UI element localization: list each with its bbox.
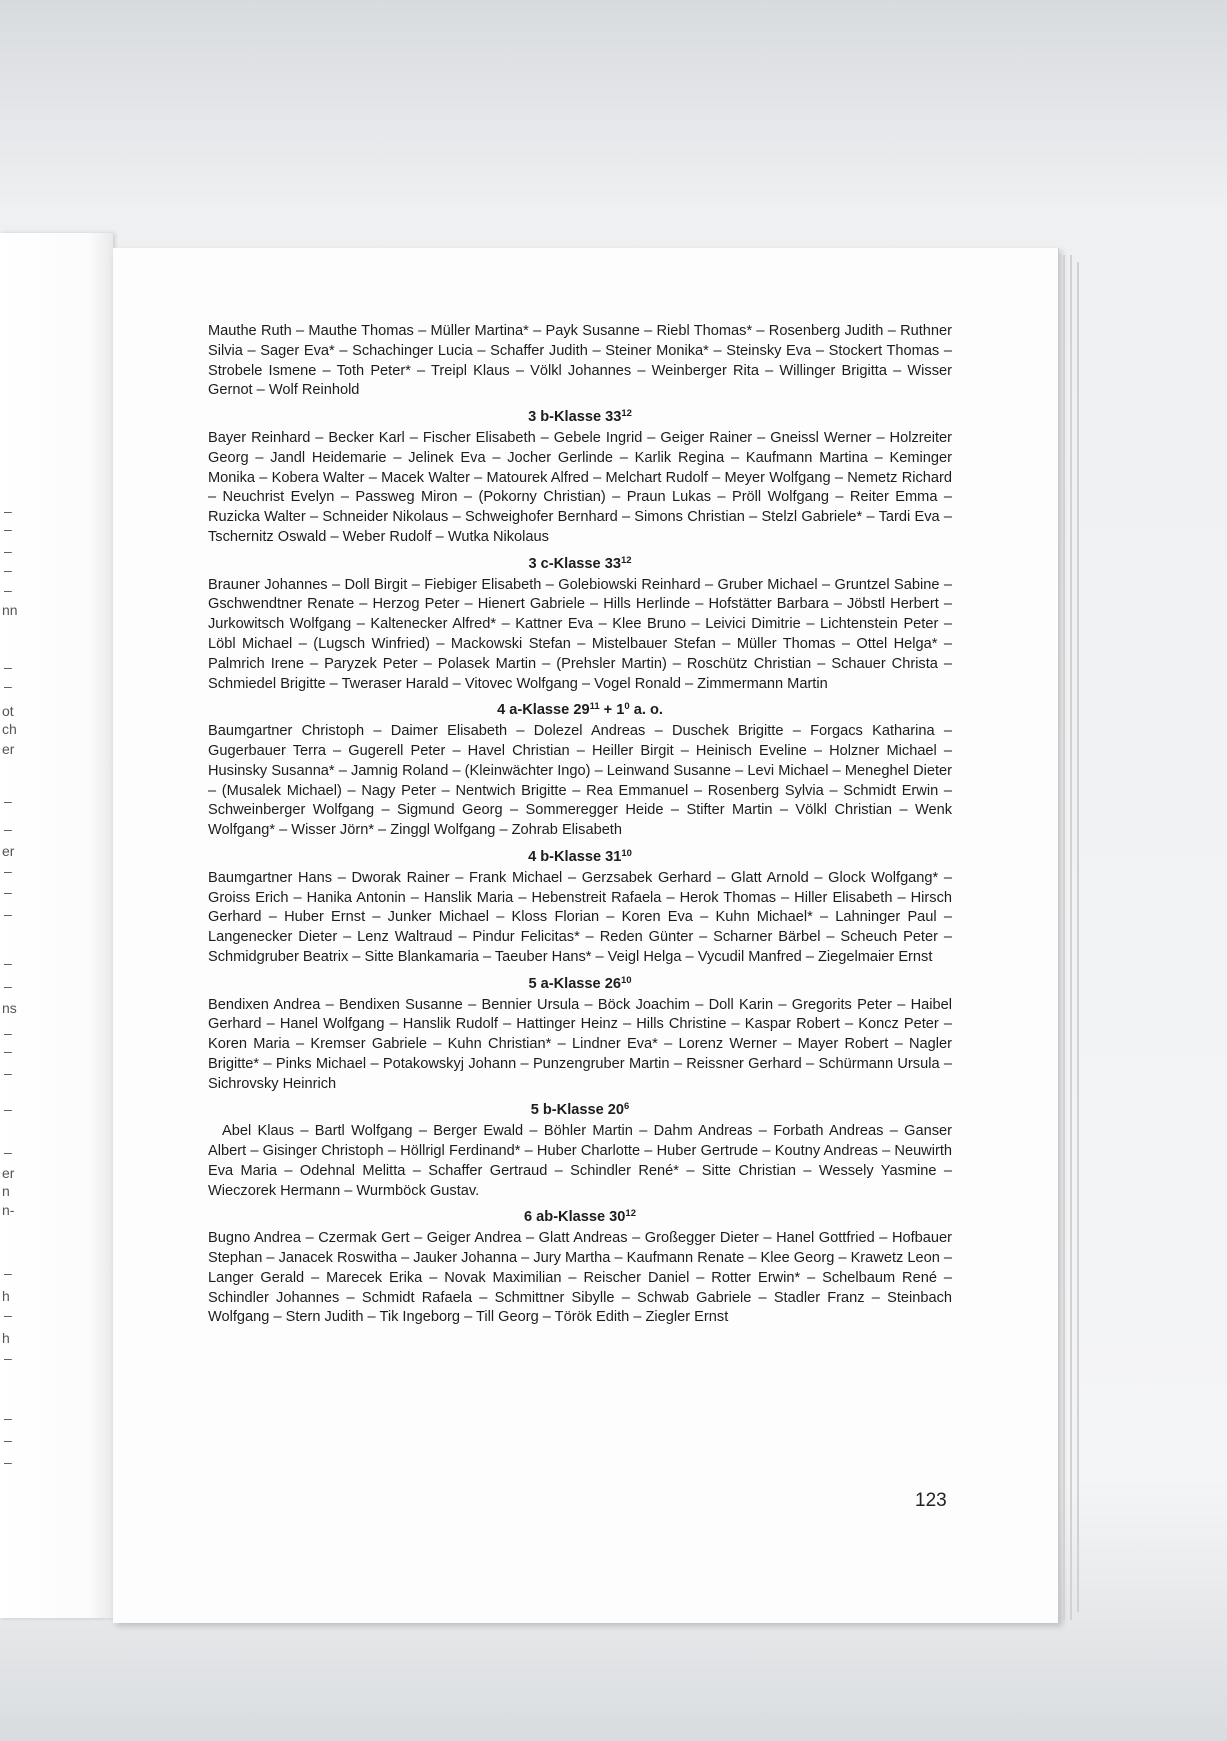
class-names: Mauthe Ruth – Mauthe Thomas – Müller Martina* – Payk Susanne – Riebl Thomas* – Rosenberg Judith – Ruthner Silvia – Sager Eva* – Schachinger Lucia – Schaffer Judith – Steiner Monika* – Steinsky Eva – Stockert Thomas – Strobele Ismene – Toth Peter* – Treipl Klaus – Völkl Johannes – Weinberger Rita – Willinger Brigitta – Wisser Gernot – Wolf Reinhold xyxy=(208,323,952,399)
page-edge-line xyxy=(1063,255,1065,1620)
class-names: Bugno Andrea – Czermak Gert – Geiger Andrea – Glatt Andreas – Großegger Dieter – Hanel Gottfried – Hofbauer Stephan – Janacek Roswitha – Jauker Johanna – Jury Martha – Kaufmann Renate – Klee Georg – Krawetz Leon – Langer Gerald – Marecek Erika – Novak Maximilian – Reischer Daniel – Rotter Erwin* – Schelbaum René – Schindler Johannes – Schmidt Rafaela – Schmittner Sibylle – Schwab Gabriele – Stadler Franz – Steinbach Wolfgang – Stern Judith – Tik Ingeborg – Till Georg – Török Edith – Ziegler Ernst xyxy=(208,1230,952,1326)
page-edge-line xyxy=(1070,255,1072,1620)
left-page-text-fragment: – xyxy=(4,503,12,519)
left-page-text-fragment: – xyxy=(4,1144,12,1160)
left-page-text-fragment: – xyxy=(4,1432,12,1448)
left-page-text-fragment: ns xyxy=(2,1000,17,1016)
page-edge-line xyxy=(1077,262,1079,1612)
class-names: Brauner Johannes – Doll Birgit – Fiebiger Elisabeth – Golebiowski Reinhard – Gruber Michael – Gruntzel Sabine – Gschwendtner Renate – Herzog Peter – Hienert Gabriele – Hills Herlinde – Hofstätter Barbara – Jöbstl Herbert – Jurkowitsch Wolfgang – Kaltenecker Alfred* – Kattner Eva – Klee Bruno – Leivici Dimitrie – Lichtenstein Peter – Löbl Michael – (Lugsch Winfried) – Mackowski Stefan – Mistelbauer Stefan – Müller Thomas – Ottel Helga* – Palmrich Irene – Paryzek Peter – Polasek Martin – (Prehsler Martin) – Roschütz Christian – Schauer Christa – Schmiedel Brigitte – Tweraser Harald – Vitovec Wolfgang – Vogel Ronald – Zimmermann Martin xyxy=(208,576,952,692)
left-page-text-fragment: – xyxy=(4,884,12,900)
class-heading: 5 a-Klasse $26^{10}$ xyxy=(528,974,632,992)
left-page-text-fragment: – xyxy=(4,678,12,694)
class-heading: 3 b-Klasse $33^{12}$ xyxy=(528,408,632,426)
left-page-text-fragment: er xyxy=(2,843,15,859)
left-page-text-fragment: – xyxy=(4,521,12,537)
class-names: Abel Klaus – Bartl Wolfgang – Berger Ewald – Böhler Martin – Dahm Andreas – Forbath Andreas – Ganser Albert – Gisinger Christoph – Höllrigl Ferdinand* – Huber Charlotte – Huber Gertrude – Koutny Andreas – Neuwirth Eva Maria – Odehnal Melitta – Schaffer Gertraud – Schindler René* – Sitte Christian – Wessely Yasmine – Wieczorek Hermann – Wurmböck Gustav. xyxy=(208,1123,952,1199)
page-number: 123 xyxy=(915,1490,947,1511)
left-page-text-fragment: – xyxy=(4,906,12,922)
left-page-edge xyxy=(0,233,113,1618)
left-page-text-fragment: – xyxy=(4,1350,12,1366)
left-page-text-fragment: – xyxy=(4,1025,12,1041)
left-page-text-fragment: er xyxy=(2,741,15,757)
left-page-text-fragment: ch xyxy=(2,721,17,737)
left-page-text-fragment: – xyxy=(4,955,12,971)
left-page-text-fragment: – xyxy=(4,1101,12,1117)
left-page-text-fragment: n xyxy=(2,1183,10,1199)
left-page-text-fragment: – xyxy=(4,1065,12,1081)
left-page-text-fragment: n- xyxy=(2,1202,15,1218)
left-page-text-fragment: ot xyxy=(2,703,14,719)
class-heading: 3 c-Klasse $33^{12}$ xyxy=(528,554,632,572)
class-heading: 5 b-Klasse $20^6$ xyxy=(530,1101,630,1119)
class-heading: 4 a-Klasse $29^{11} + 1^0$ a. o. xyxy=(497,701,663,719)
left-page-text-fragment: – xyxy=(4,821,12,837)
left-page-text-fragment: – xyxy=(4,582,12,598)
left-page-text-fragment: – xyxy=(4,1410,12,1426)
class-names: Baumgartner Hans – Dworak Rainer – Frank Michael – Gerzsabek Gerhard – Glatt Arnold – Glock Wolfgang* – Groiss Erich – Hanika Antonin – Hanslik Maria – Hebenstreit Rafaela – Herok Thomas – Hiller Elisabeth – Hirsch Gerhard – Huber Ernst – Junker Michael – Kloss Florian – Koren Eva – Kuhn Michael* – Lahninger Paul – Langenecker Dieter – Lenz Waltraud – Pindur Felicitas* – Reden Günter – Scharner Bärbel – Scheuch Peter – Schmidgruber Beatrix – Sitte Blankamaria – Taeuber Hans* – Veigl Helga – Vycudil Manfred – Ziegelmaier Ernst xyxy=(208,869,952,965)
left-page-text-fragment: – xyxy=(4,978,12,994)
left-page-text-fragment: – xyxy=(4,562,12,578)
left-page-text-fragment: – xyxy=(4,1454,12,1470)
left-page-text-fragment: h xyxy=(2,1330,10,1346)
left-page-text-fragment: – xyxy=(4,659,12,675)
left-page-text-fragment: – xyxy=(4,863,12,879)
left-page-text-fragment: – xyxy=(4,543,12,559)
left-page-text-fragment: nn xyxy=(2,602,18,618)
left-page-text-fragment: – xyxy=(4,1043,12,1059)
left-page-text-fragment: – xyxy=(4,1265,12,1281)
left-page-text-fragment: er xyxy=(2,1165,15,1181)
left-page-text-fragment: h xyxy=(2,1288,10,1304)
left-page-text-fragment: – xyxy=(4,793,12,809)
left-page-text-fragment: – xyxy=(4,1307,12,1323)
class-list xyxy=(208,322,952,1328)
class-names: Baumgartner Christoph – Daimer Elisabeth – Dolezel Andreas – Duschek Brigitte – Forgacs Katharina – Gugerbauer Terra – Gugerell Peter – Havel Christian – Heiller Birgit – Heinisch Eveline – Holzner Michael – Husinsky Susanna* – Jamnig Roland – (Kleinwächter Ingo) – Leinwand Susanne – Levi Michael – Meneghel Dieter – (Musalek Michael) – Nagy Peter – Nentwich Brigitte – Rea Emmanuel – Rosenberg Sylvia – Schmidt Erwin – Schweinberger Wolfgang – Sigmund Georg – Sommeregger Heide – Stifter Martin – Völkl Christian – Wenk Wolfgang* – Wisser Jörn* – Zinggl Wolfgang – Zohrab Elisabeth xyxy=(208,723,952,839)
class-names: Bendixen Andrea – Bendixen Susanne – Bennier Ursula – Böck Joachim – Doll Karin – Gregorits Peter – Haibel Gerhard – Hanel Wolfgang – Hanslik Rudolf – Hattinger Heinz – Hills Christine – Kaspar Robert – Koncz Peter – Koren Maria – Kremser Gabriele – Kuhn Christian* – Lindner Eva* – Lorenz Werner – Mayer Robert – Nagler Brigitte* – Pinks Michael – Potakowskyj Johann – Punzengruber Martin – Reissner Gerhard – Schürmann Ursula – Sichrovsky Heinrich xyxy=(208,996,952,1092)
class-heading: 4 b-Klasse $31^{10}$ xyxy=(528,847,632,865)
class-names: Bayer Reinhard – Becker Karl – Fischer Elisabeth – Gebele Ingrid – Geiger Rainer – Gneissl Werner – Holzreiter Georg – Jandl Heidemarie – Jelinek Eva – Jocher Gerlinde – Karlik Regina – Kaufmann Martina – Keminger Monika – Kobera Walter – Macek Walter – Matourek Alfred – Melchart Rudolf – Meyer Wolfgang – Nemetz Richard – Neuchrist Evelyn – Passweg Miron – (Pokorny Christian) – Praun Lukas – Pröll Wolfgang – Reiter Emma – Ruzicka Walter – Schneider Nikolaus – Schweighofer Bernhard – Simons Christian – Stelzl Gabriele* – Tardi Eva – Tschernitz Oswald – Weber Rudolf – Wutka Nikolaus xyxy=(208,429,952,545)
class-heading: 6 ab-Klasse $30^{12}$ xyxy=(524,1208,636,1226)
